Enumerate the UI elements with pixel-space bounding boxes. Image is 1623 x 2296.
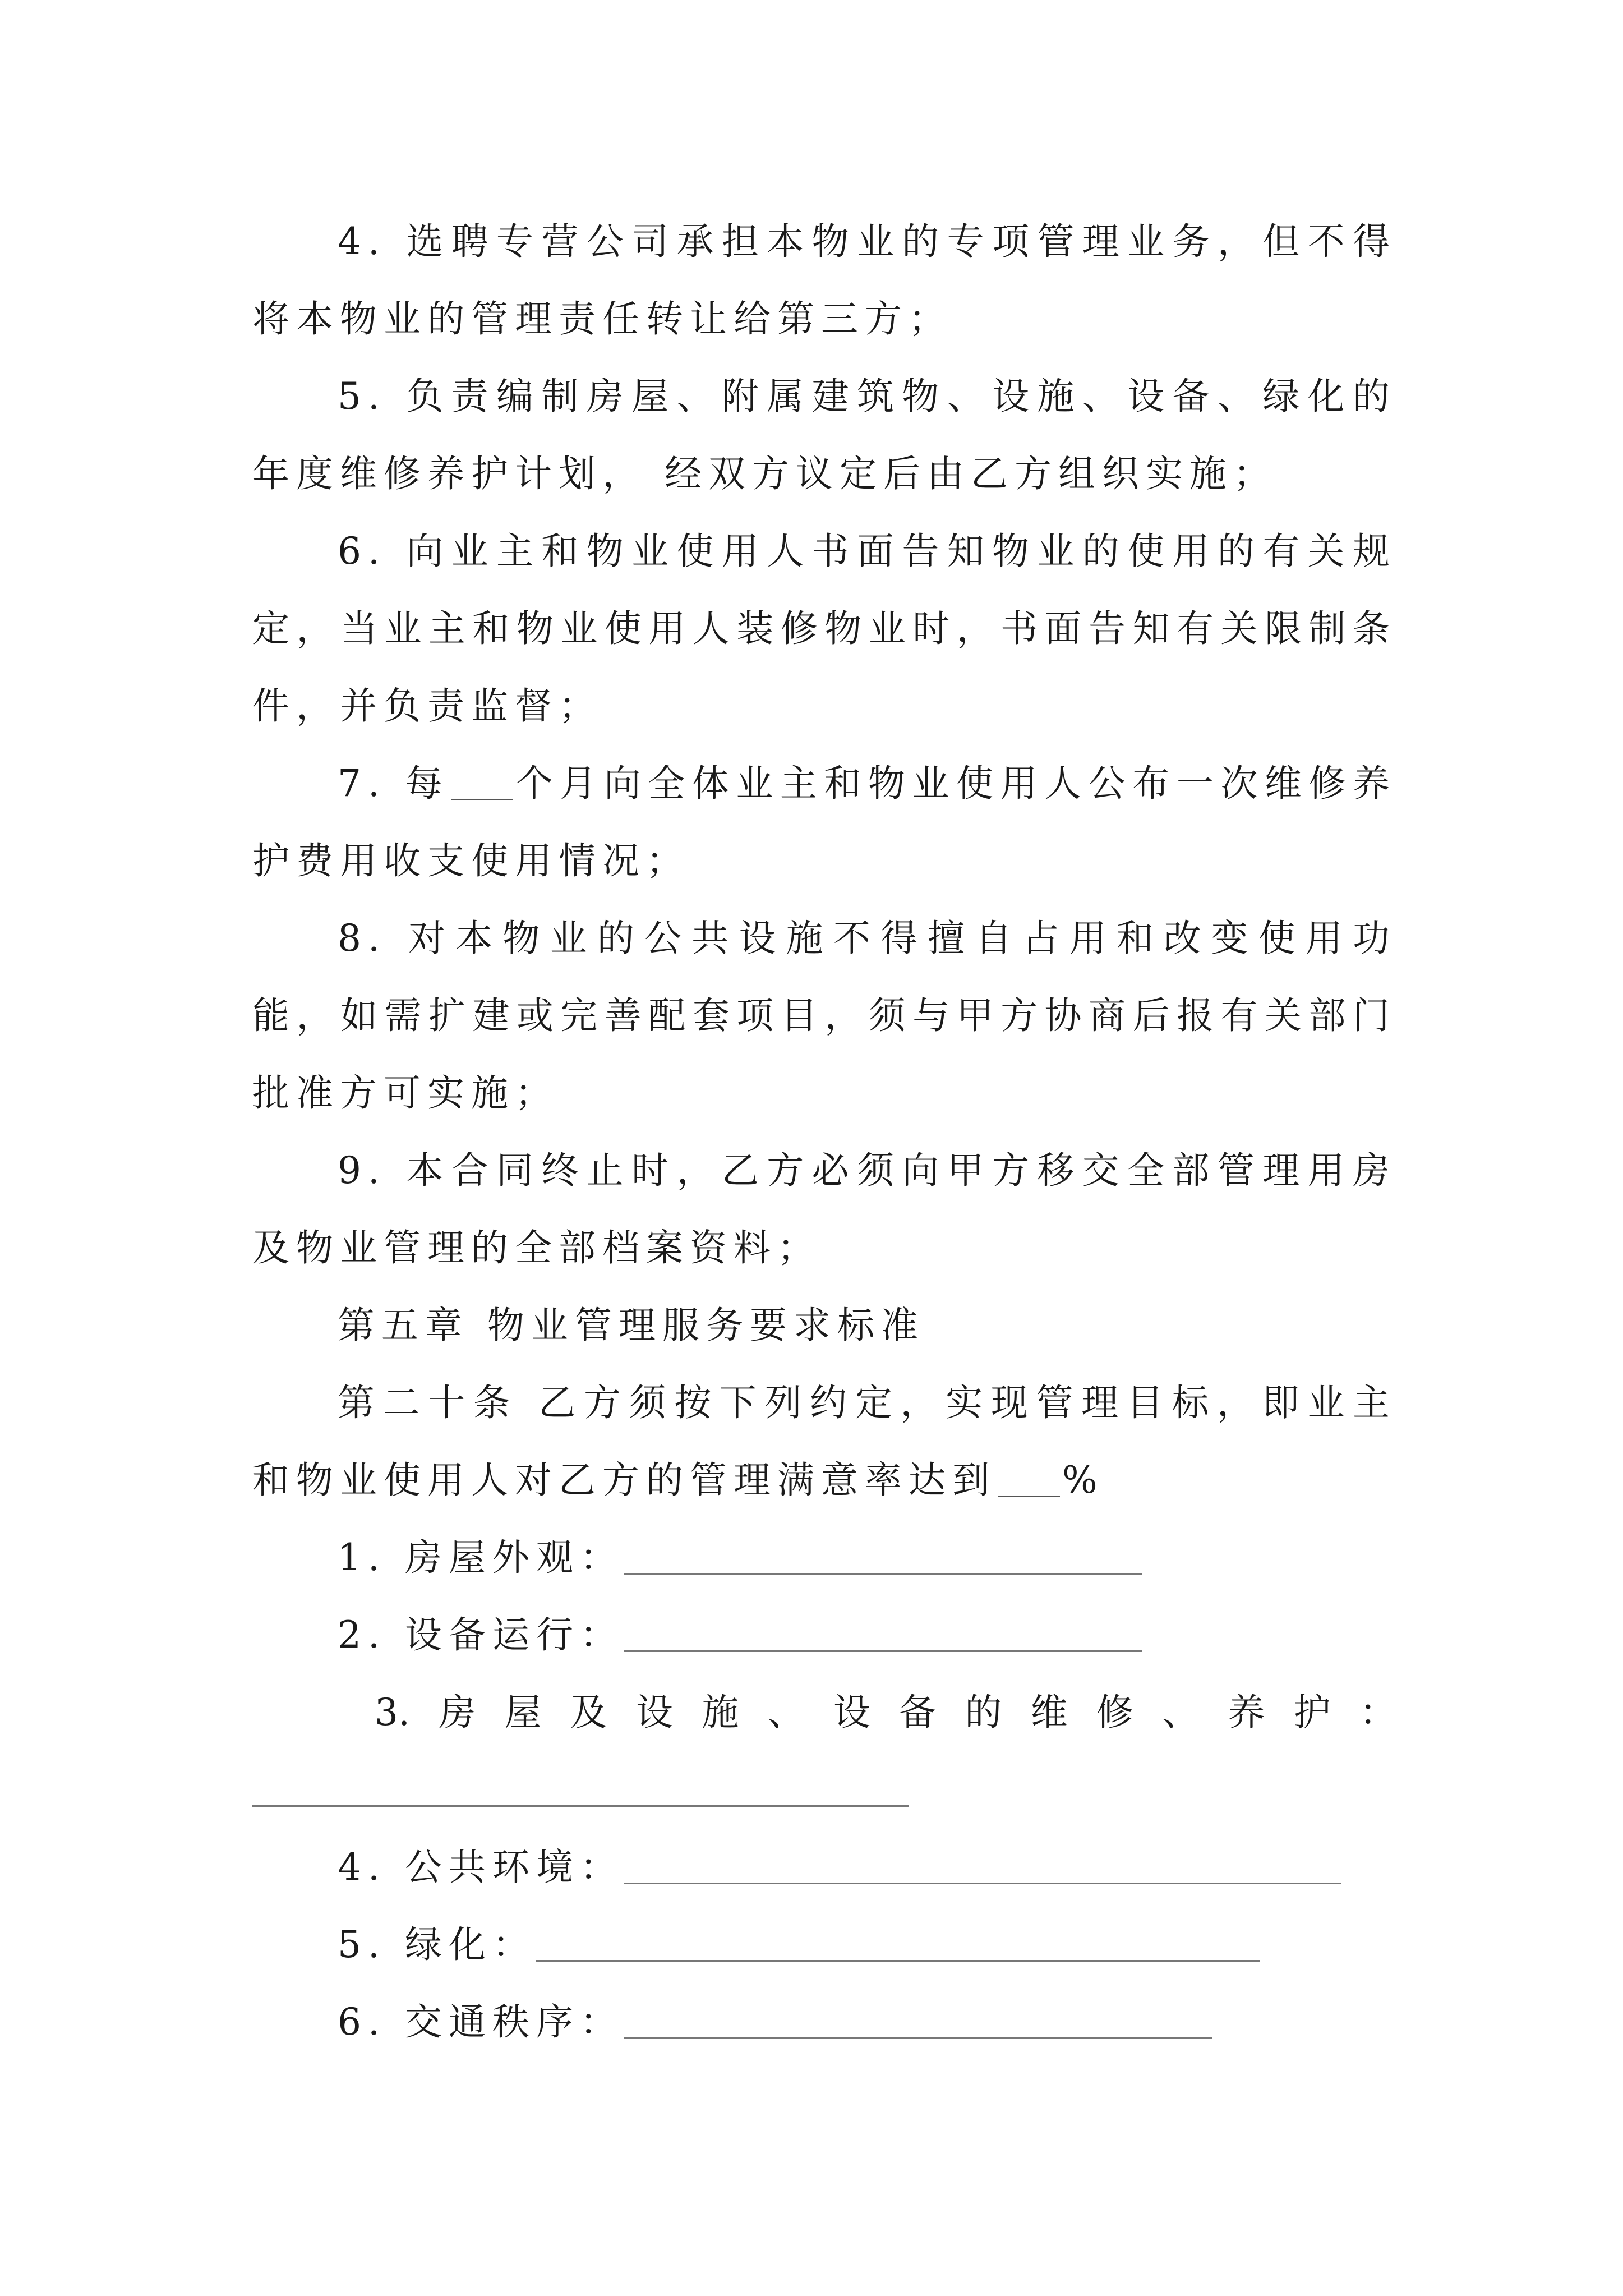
satisfaction-rate-blank[interactable]: [998, 1462, 1060, 1497]
standard-3-glyph: 设: [833, 1691, 870, 1734]
chapter-heading: 第五章 物业管理服务要求标准: [338, 1304, 925, 1347]
standard-3-glyph: 3.: [375, 1691, 410, 1734]
standard-blank-4[interactable]: [624, 1849, 1341, 1884]
standard-3-glyph: 、: [1162, 1691, 1200, 1734]
standard-3-glyph: 屋: [504, 1691, 542, 1734]
standard-3-glyph: 护: [1293, 1691, 1331, 1734]
clause-6: 6. 向业主和物业使用人书面告知物业的使用的有关规定，当业主和物业使用人装修物业时，书面告知有关限制条件，并负责监督；: [252, 530, 1396, 728]
standard-item-4: [252, 1829, 1396, 1906]
standard-3-glyph: 房: [439, 1691, 476, 1734]
standard-3-glyph: 养: [1228, 1691, 1265, 1734]
standard-item-2: [252, 1596, 1396, 1674]
standard-label-1: 1. 房屋外观：: [338, 1536, 624, 1579]
clause-8: 8. 对本物业的公共设施不得擅自占用和改变使用功能，如需扩建或完善配套项目，须与甲方协商后报有关部门批准方可实施；: [252, 917, 1396, 1115]
standard-blank-1[interactable]: [624, 1539, 1142, 1575]
standard-3-glyph: 修: [1096, 1691, 1133, 1734]
standard-blank-3[interactable]: [252, 1772, 909, 1807]
standard-3-glyph: 、: [767, 1691, 805, 1734]
article-20: [252, 1364, 1396, 1519]
months-blank[interactable]: [451, 765, 513, 800]
clause-7-after: 个月向全体业主和物业使用人公布一次维修养护费用收支使用情况；: [252, 762, 1396, 882]
standard-3-glyph: 维: [1030, 1691, 1068, 1734]
standard-3-glyph: 备: [899, 1691, 937, 1734]
document-body: [252, 203, 1396, 2061]
standard-label-2: 2. 设备运行：: [338, 1613, 624, 1657]
standard-label-6: 6. 交通秩序：: [338, 2000, 624, 2044]
clause-7: [252, 745, 1396, 900]
clause-9: 9. 本合同终止时，乙方必须向甲方移交全部管理用房及物业管理的全部档案资料；: [252, 1149, 1396, 1269]
standard-3-glyph: 及: [570, 1691, 607, 1734]
standard-3-glyph: 的: [965, 1691, 1002, 1734]
standard-label-4: 4. 公共环境：: [338, 1846, 624, 1889]
standard-3-glyph: 设: [636, 1691, 674, 1734]
clause-7-before: 7. 每: [338, 762, 450, 805]
standard-label-5: 5. 绿化：: [338, 1923, 536, 1966]
standard-3-glyph: 施: [702, 1691, 739, 1734]
standard-item-3: [252, 1674, 1396, 1751]
standard-blank-6[interactable]: [624, 2004, 1212, 2039]
standard-blank-2[interactable]: [624, 1617, 1142, 1652]
clause-4: 4. 选聘专营公司承担本物业的专项管理业务，但不得将本物业的管理责任转让给第三方；: [252, 220, 1396, 341]
standard-item-6: [252, 1984, 1396, 2061]
article-20-text: 第二十条 乙方须按下列约定，实现管理目标，即业主和物业使用人对乙方的管理满意率达到: [252, 1381, 1396, 1502]
standard-3-blank-row: [252, 1751, 1396, 1829]
percent-sign: %: [1062, 1458, 1104, 1502]
standard-item-5: [252, 1906, 1396, 1984]
standard-3-glyph: ：: [1359, 1691, 1396, 1734]
clause-5: 5. 负责编制房屋、附属建筑物、设施、设备、绿化的年度维修养护计划， 经双方议定后由乙方组织实施；: [252, 375, 1396, 495]
standard-item-1: [252, 1519, 1396, 1596]
standard-blank-5[interactable]: [536, 1926, 1260, 1962]
